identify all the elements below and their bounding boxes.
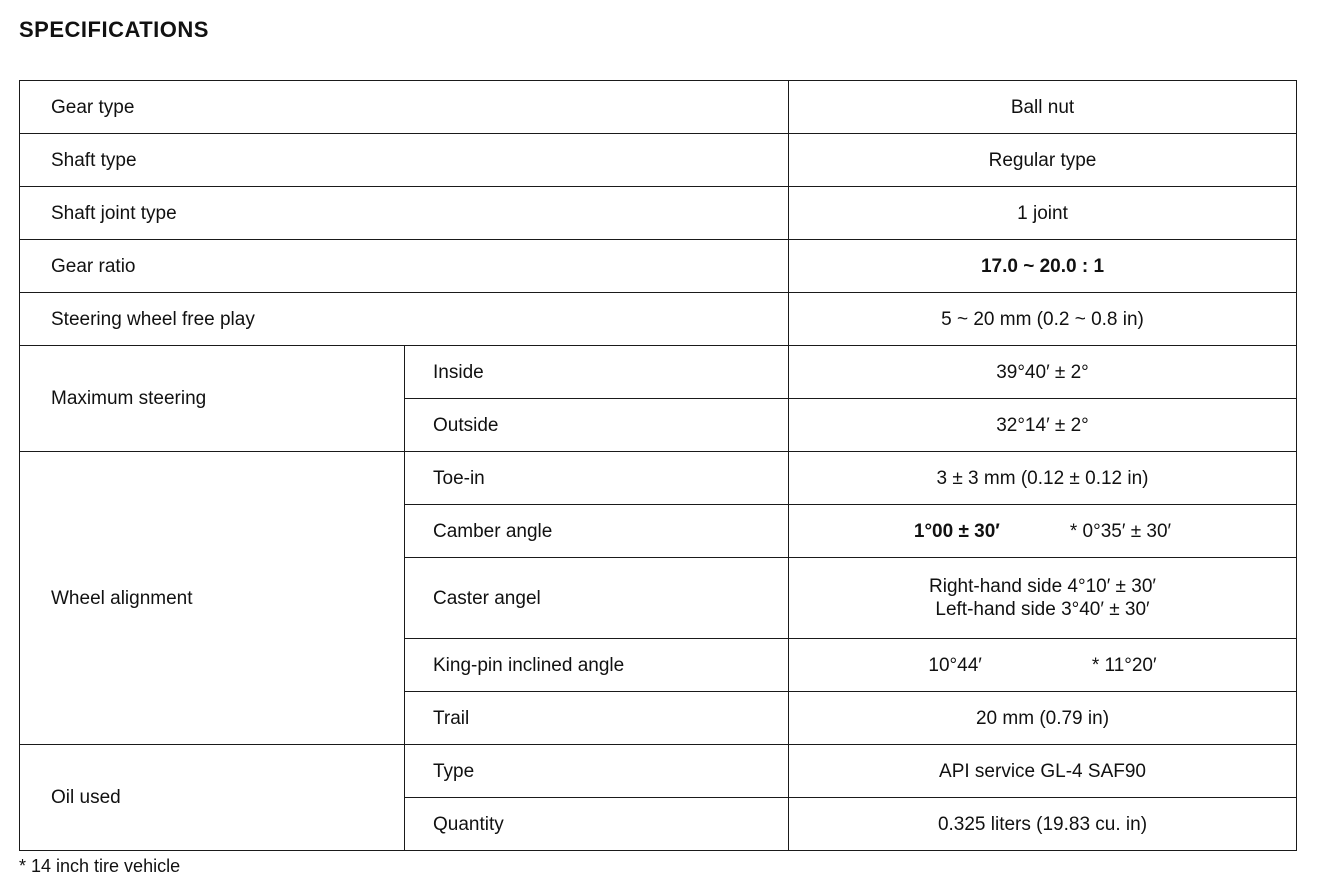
max-steering-label: Maximum steering <box>20 346 405 452</box>
wheel-alignment-label: Wheel alignment <box>20 452 405 745</box>
toe-in-label: Toe-in <box>405 452 789 505</box>
camber-value: 1°00 ± 30′ <box>913 520 1000 542</box>
page-title: SPECIFICATIONS <box>19 17 209 42</box>
table-row <box>20 745 1297 798</box>
specifications-table <box>19 80 1297 851</box>
kingpin-value-cell <box>789 639 1297 692</box>
oil-type-value: API service GL-4 SAF90 <box>789 745 1297 798</box>
gear-ratio-label: Gear ratio <box>20 240 789 293</box>
table-row <box>20 293 1297 346</box>
table-row <box>20 187 1297 240</box>
shaft-joint-type-value: 1 joint <box>789 187 1297 240</box>
caster-value-right: Right-hand side 4°10′ ± 30′ <box>929 576 1156 597</box>
toe-in-value: 3 ± 3 mm (0.12 ± 0.12 in) <box>789 452 1297 505</box>
caster-value-left: Left-hand side 3°40′ ± 30′ <box>935 599 1150 620</box>
shaft-joint-type-label: Shaft joint type <box>20 187 789 240</box>
inside-label: Inside <box>405 346 789 399</box>
footnote: * 14 inch tire vehicle <box>19 856 181 876</box>
table-row <box>20 346 1297 399</box>
caster-value-cell <box>789 558 1297 639</box>
camber-value-alt: * 0°35′ ± 30′ <box>1069 520 1172 542</box>
free-play-value: 5 ~ 20 mm (0.2 ~ 0.8 in) <box>789 293 1297 346</box>
free-play-label: Steering wheel free play <box>20 293 789 346</box>
camber-value-cell <box>789 505 1297 558</box>
table-row <box>20 240 1297 293</box>
oil-quantity-value: 0.325 liters (19.83 cu. in) <box>789 798 1297 851</box>
table-row <box>20 134 1297 187</box>
kingpin-value: 10°44′ <box>928 654 982 676</box>
kingpin-label: King-pin inclined angle <box>405 639 789 692</box>
oil-used-label: Oil used <box>20 745 405 851</box>
oil-type-label: Type <box>405 745 789 798</box>
gear-type-value: Ball nut <box>789 81 1297 134</box>
trail-value: 20 mm (0.79 in) <box>789 692 1297 745</box>
outside-label: Outside <box>405 399 789 452</box>
kingpin-value-alt: * 11°20′ <box>1091 654 1157 676</box>
camber-label: Camber angle <box>405 505 789 558</box>
shaft-type-label: Shaft type <box>20 134 789 187</box>
gear-type-label: Gear type <box>20 81 789 134</box>
table-row <box>20 452 1297 505</box>
gear-ratio-value: 17.0 ~ 20.0 : 1 <box>789 240 1297 293</box>
inside-value: 39°40′ ± 2° <box>789 346 1297 399</box>
trail-label: Trail <box>405 692 789 745</box>
shaft-type-value: Regular type <box>789 134 1297 187</box>
table-row <box>20 81 1297 134</box>
oil-quantity-label: Quantity <box>405 798 789 851</box>
caster-label: Caster angel <box>405 558 789 639</box>
outside-value: 32°14′ ± 2° <box>789 399 1297 452</box>
